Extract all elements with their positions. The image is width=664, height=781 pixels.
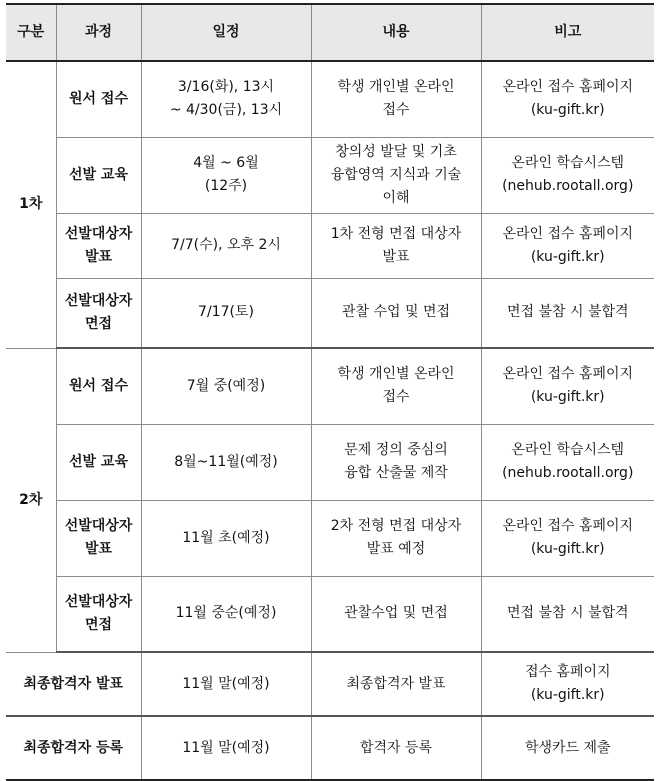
schedule-cell: 11월 말(예정) — [141, 652, 311, 716]
header-stage: 구분 — [6, 4, 56, 61]
content-cell: 학생 개인별 온라인 접수 — [311, 348, 481, 424]
header-process: 과정 — [56, 4, 141, 61]
note-cell: 면접 불참 시 불합격 — [481, 576, 654, 652]
note-cell: 접수 홈페이지 (ku-gift.kr) — [481, 652, 654, 716]
schedule-cell: 7월 중(예정) — [141, 348, 311, 424]
note-cell: 온라인 접수 홈페이지 (ku-gift.kr) — [481, 348, 654, 424]
schedule-cell: 11월 말(예정) — [141, 716, 311, 780]
content-cell: 2차 전형 면접 대상자 발표 예정 — [311, 500, 481, 576]
final-register-process-cell: 최종합격자 등록 — [6, 716, 141, 780]
admission-schedule-table — [6, 3, 654, 781]
content-cell: 최종합격자 발표 — [311, 652, 481, 716]
header-schedule: 일정 — [141, 4, 311, 61]
content-cell: 창의성 발달 및 기초 융합영역 지식과 기술 이해 — [311, 137, 481, 213]
process-cell: 선발 교육 — [56, 424, 141, 500]
schedule-cell: 4월 ~ 6월 (12주) — [141, 137, 311, 213]
note-cell: 온라인 접수 홈페이지 (ku-gift.kr) — [481, 213, 654, 278]
schedule-cell: 8월~11월(예정) — [141, 424, 311, 500]
header-row — [6, 4, 654, 61]
process-cell: 선발대상자 발표 — [56, 500, 141, 576]
schedule-cell: 3/16(화), 13시 ~ 4/30(금), 13시 — [141, 61, 311, 137]
table-row — [6, 424, 654, 500]
process-cell: 선발대상자 면접 — [56, 576, 141, 652]
note-cell: 온라인 학습시스템 (nehub.rootall.org) — [481, 424, 654, 500]
note-cell: 면접 불참 시 불합격 — [481, 278, 654, 348]
table-row — [6, 278, 654, 348]
note-cell: 학생카드 제출 — [481, 716, 654, 780]
table-row — [6, 716, 654, 780]
stage-1-cell: 1차 — [6, 61, 56, 348]
content-cell: 문제 정의 중심의 융합 산출물 제작 — [311, 424, 481, 500]
note-cell: 온라인 학습시스템 (nehub.rootall.org) — [481, 137, 654, 213]
content-cell: 1차 전형 면접 대상자 발표 — [311, 213, 481, 278]
header-note: 비고 — [481, 4, 654, 61]
content-cell: 학생 개인별 온라인 접수 — [311, 61, 481, 137]
schedule-cell: 7/17(토) — [141, 278, 311, 348]
process-cell: 원서 접수 — [56, 348, 141, 424]
header-content: 내용 — [311, 4, 481, 61]
process-cell: 선발대상자 면접 — [56, 278, 141, 348]
note-cell: 온라인 접수 홈페이지 (ku-gift.kr) — [481, 500, 654, 576]
table-row — [6, 137, 654, 213]
content-cell: 관찰 수업 및 면접 — [311, 278, 481, 348]
schedule-cell: 11월 초(예정) — [141, 500, 311, 576]
table-row — [6, 652, 654, 716]
process-cell: 선발 교육 — [56, 137, 141, 213]
process-cell: 선발대상자 발표 — [56, 213, 141, 278]
content-cell: 관찰수업 및 면접 — [311, 576, 481, 652]
schedule-cell: 11월 중순(예정) — [141, 576, 311, 652]
table-row — [6, 348, 654, 424]
table-row — [6, 61, 654, 137]
table-row — [6, 576, 654, 652]
table-row — [6, 213, 654, 278]
note-cell: 온라인 접수 홈페이지 (ku-gift.kr) — [481, 61, 654, 137]
schedule-cell: 7/7(수), 오후 2시 — [141, 213, 311, 278]
stage-2-cell: 2차 — [6, 348, 56, 652]
final-announce-process-cell: 최종합격자 발표 — [6, 652, 141, 716]
content-cell: 합격자 등록 — [311, 716, 481, 780]
process-cell: 원서 접수 — [56, 61, 141, 137]
table-row — [6, 500, 654, 576]
